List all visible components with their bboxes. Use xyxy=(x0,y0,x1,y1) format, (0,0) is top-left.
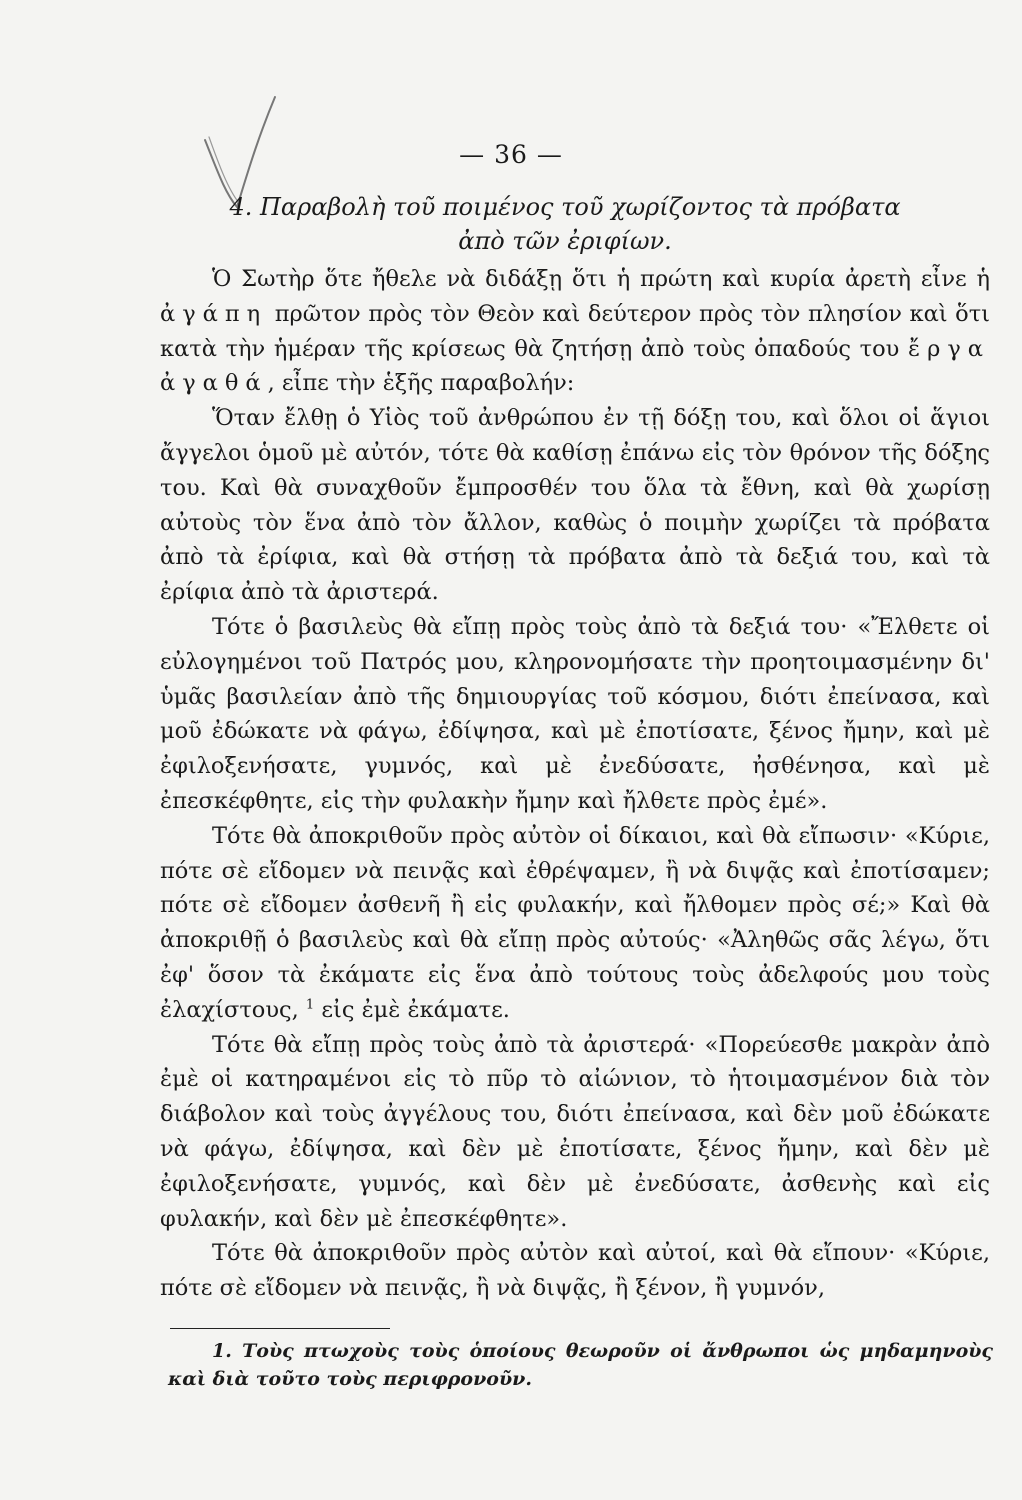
paragraph-6: Τότε θὰ ἀποκριθοῦν πρὸς αὐτὸν καὶ αὐτοί, καὶ θὰ εἴπουν· «Κύριε, πότε σὲ εἴδομεν νὰ πεινᾷς, ἢ νὰ διψᾷς, ἢ ξένον, ἢ γυμνόν, xyxy=(160,1240,990,1302)
paragraph-5: Τότε θὰ εἴπῃ πρὸς τοὺς ἀπὸ τὰ ἀριστερά· «Πορεύεσθε μακρὰν ἀπὸ ἐμὲ οἱ κατηραμένοι εἰς τὸ πῦρ τὸ αἰώνιον, τὸ ἡτοιμασμένον διὰ τὸν διάβολον καὶ τοὺς ἀγγέλους του, διότι ἐπείνασα, καὶ δὲν μοῦ ἐδώκατε νὰ φάγω, ἐδίψησα, καὶ δὲν μὲ ἐποτίσατε, ξένος ἤμην, καὶ δὲν μὲ ἐφιλοξενήσατε, γυμνός, καὶ δὲν μὲ ἐνεδύσατε, ἀσθενὴς καὶ εἰς φυλακήν, καὶ δὲν μὲ ἐπεσκέφθητε». xyxy=(160,1031,990,1232)
body-text xyxy=(160,262,990,1306)
section-heading xyxy=(150,190,980,258)
paragraph-2: Ὅταν ἔλθῃ ὁ Υἱὸς τοῦ ἀνθρώπου ἐν τῇ δόξῃ του, καὶ ὅλοι οἱ ἅγιοι ἄγγελοι ὁμοῦ μὲ αὐτόν, τότε θὰ καθίσῃ ἐπάνω εἰς τὸν θρόνον τῆς δόξης του. Καὶ θὰ συναχθοῦν ἔμπροσθέν του ὅλα τὰ ἔθνη, καὶ θὰ χωρίσῃ αὐτοὺς τὸν ἕνα ἀπὸ τὸν ἄλλον, καθὼς ὁ ποιμὴν χωρίζει τὰ πρόβατα ἀπὸ τὰ ἐρίφια, καὶ θὰ στήσῃ τὰ πρόβατα ἀπὸ τὰ δεξιά του, καὶ τὰ ἐρίφια ἀπὸ τὰ ἀριστερά. xyxy=(160,405,990,606)
spaced-word-agape: ἀγάπη xyxy=(160,300,268,327)
heading-line-1: 4. Παραβολὴ τοῦ ποιμένος τοῦ χωρίζοντος τὰ πρόβατα xyxy=(229,193,901,221)
heading-line-2: ἀπὸ τῶν ἐριφίων. xyxy=(458,227,672,255)
paragraph-4-part-a: Τότε θὰ ἀποκριθοῦν πρὸς αὐτὸν οἱ δίκαιοι, καὶ θὰ εἴπωσιν· «Κύριε, πότε σὲ εἴδομεν νὰ πεινᾷς καὶ ἐθρέψαμεν, ἢ νὰ διψᾷς καὶ ἐποτίσαμεν; πότε σὲ εἴδομεν ἀσθενῆ ἢ εἰς φυλακήν, καὶ ἤλθομεν πρὸς σέ;» Καὶ θὰ ἀποκριθῇ ὁ βασιλεὺς καὶ θὰ εἴπῃ πρὸς αὐτούς· «Ἀληθῶς σᾶς λέγω, ὅτι ἐφ' ὅσον τὰ ἐκάματε εἰς ἕνα ἀπὸ τούτους τοὺς ἀδελφούς μου τοὺς ἐλαχίστους, xyxy=(160,822,990,1023)
paragraph-4-part-b: εἰς ἐμὲ ἐκάματε. xyxy=(314,996,510,1023)
footnote: 1. Τοὺς πτωχοὺς τοὺς ὁποίους θεωροῦν οἱ ἄνθρωποι ὡς μηδαμηνοὺς καὶ διὰ τοῦτο τοὺς περιφρονοῦν. xyxy=(168,1340,993,1390)
paragraph-1 xyxy=(160,262,990,401)
paragraph-1-part-a: Ὁ Σωτὴρ ὅτε ἤθελε νὰ διδάξῃ ὅτι ἡ πρώτη καὶ κυρία ἀρετὴ εἶνε ἡ xyxy=(212,266,990,292)
page-number: — 36 — xyxy=(459,140,563,169)
paragraph-4 xyxy=(160,819,990,1028)
footnote-divider xyxy=(170,1328,390,1329)
paragraph-1-part-c: πρῶτον πρὸς τὸν Θεὸν καὶ δεύτερον πρὸς τὸν πλησίον καὶ ὅτι κατὰ τὴν ἡμέραν τῆς κρίσεως θὰ ζητήσῃ ἀπὸ τοὺς ὀπαδούς του xyxy=(160,300,990,362)
footnote-reference: 1 xyxy=(305,997,315,1013)
spaced-words-erga-agatha: ἔργα ἀγαθά xyxy=(160,335,990,397)
paragraph-3: Τότε ὁ βασιλεὺς θὰ εἴπῃ πρὸς τοὺς ἀπὸ τὰ δεξιά του· «Ἔλθετε οἱ εὐλογημένοι τοῦ Πατρός μου, κληρονομήσατε τὴν προητοιμασμένην δι' ὑμᾶς βασιλείαν ἀπὸ τῆς δημιουργίας τοῦ κόσμου, διότι ἐπείνασα, καὶ μοῦ ἐδώκατε νὰ φάγω, ἐδίψησα, καὶ μὲ ἐποτίσατε, ξένος ἤμην, καὶ μὲ ἐφιλοξενήσατε, γυμνός, καὶ μὲ ἐνεδύσατε, ἠσθένησα, καὶ μὲ ἐπεσκέφθητε, εἰς τὴν φυλακὴν ἤμην καὶ ἤλθετε πρὸς ἐμέ». xyxy=(160,613,990,814)
paragraph-1-part-e: , εἶπε τὴν ἑξῆς παραβολήν: xyxy=(267,370,575,397)
